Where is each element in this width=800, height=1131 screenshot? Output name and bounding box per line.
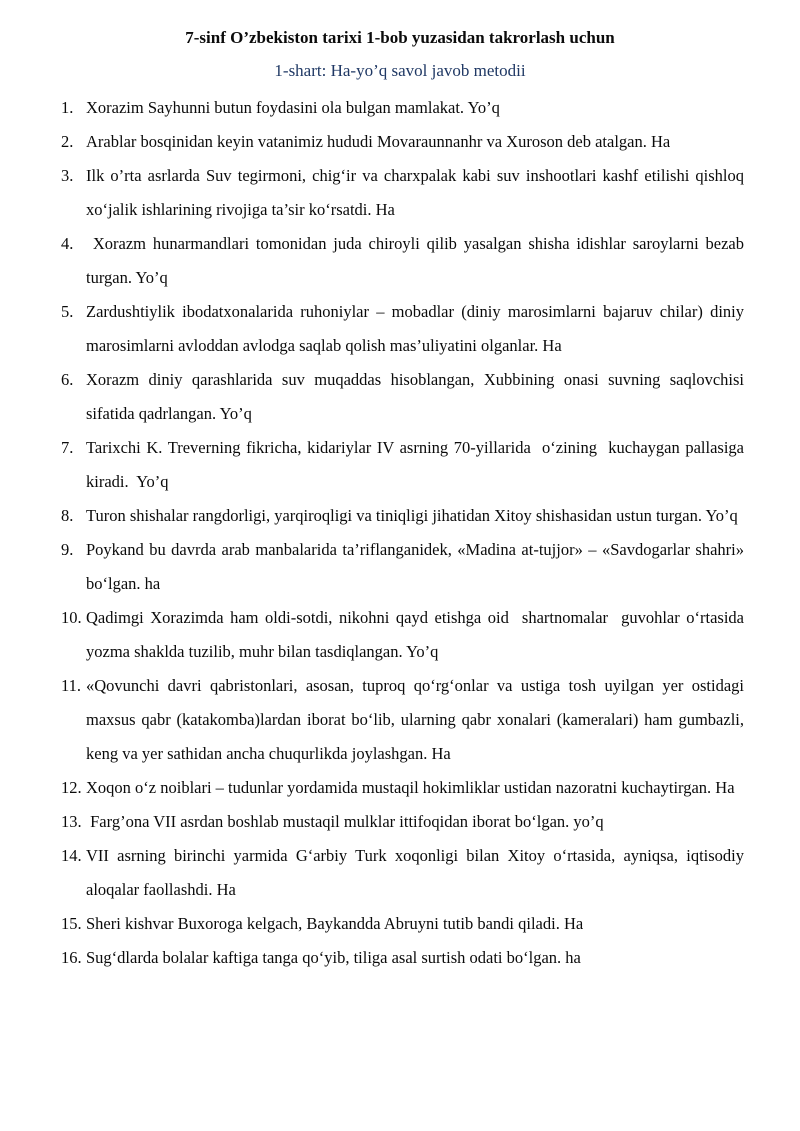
question-text: Xorazim Sayhunni butun foydasini ola bulgan mamlakat. Yo’q — [86, 98, 500, 117]
question-text: Xoqon oʻz noiblari – tudunlar yordamida mustaqil hokimliklar ustidan nazoratni kuchaytirgan. Ha — [86, 778, 735, 797]
question-text: Farg’ona VII asrdan boshlab mustaqil mulklar ittifoqidan iborat boʻlgan. yo’q — [86, 812, 604, 831]
question-number: 9. — [61, 540, 74, 559]
question-text: Sugʻdlarda bolalar kaftiga tanga qoʻyib, tiliga asal surtish odati boʻlgan. ha — [86, 948, 581, 967]
question-item — [0, 771, 800, 805]
question-item — [0, 533, 800, 601]
question-text: Sheri kishvar Buxoroga kelgach, Baykandda Abruyni tutib bandi qiladi. Ha — [86, 914, 584, 933]
question-text: Qadimgi Xorazimda ham oldi-sotdi, nikohni qayd etishga oid shartnomalar guvohlar oʻrtasida yozma shaklda tuzilib, muhr bilan tasdiqlangan. Yo’q — [86, 608, 749, 661]
question-number: 8. — [61, 506, 74, 525]
question-number: 2. — [61, 132, 74, 151]
question-item — [0, 125, 800, 159]
question-number: 7. — [61, 438, 74, 457]
question-item — [0, 91, 800, 125]
question-item — [0, 907, 800, 941]
question-item — [0, 431, 800, 499]
question-text: Tarixchi K. Treverning fikricha, kidariylar IV asrning 70-yillarida oʻzining kuchaygan pallasiga kiradi. Yo’q — [86, 438, 753, 491]
page-title: 7-sinf O’zbekiston tarixi 1-bob yuzasidan takrorlash uchun — [185, 28, 615, 47]
question-number: 4. — [61, 234, 74, 253]
question-item — [0, 499, 800, 533]
question-item — [0, 839, 800, 907]
question-number: 6. — [61, 370, 74, 389]
question-item — [0, 295, 800, 363]
question-text: Arablar bosqinidan keyin vatanimiz hududi Movaraunnanhr va Xuroson deb atalgan. Ha — [86, 132, 671, 151]
question-item — [0, 227, 800, 295]
question-item — [0, 601, 800, 669]
question-number: 16. — [61, 948, 82, 967]
question-number: 10. — [61, 608, 82, 627]
question-item — [0, 159, 800, 227]
question-number: 13. — [61, 812, 82, 831]
question-item — [0, 669, 800, 771]
question-number: 14. — [61, 846, 82, 865]
question-number: 3. — [61, 166, 74, 185]
question-text: Poykand bu davrda arab manbalarida ta’riflanganidek, «Madina at-tujjor» – «Savdogarlar shahri» boʻlgan. ha — [86, 540, 749, 593]
question-number: 11. — [61, 676, 82, 695]
page-subtitle: 1-shart: Ha-yo’q savol javob metodii — [274, 61, 526, 80]
question-text: «Qovunchi davri qabristonlari, asosan, tuproq qoʻrgʻonlar va ustiga tosh uyilgan yer ostidagi maxsus qabr (katakomba)lardan iborat boʻlib, ularning qabr xonalari (kameralari) ham gumbazli, keng va yer sathidan ancha chuqurlikda joylashgan. Ha — [86, 676, 749, 763]
question-item — [0, 805, 800, 839]
question-number: 15. — [61, 914, 82, 933]
question-list — [0, 91, 800, 975]
question-text: Xorazm diniy qarashlarida suv muqaddas hisoblangan, Xubbining onasi suvning saqlovchisi sifatida qadrlangan. Yo’q — [86, 370, 749, 423]
question-number: 5. — [61, 302, 74, 321]
question-number: 12. — [61, 778, 82, 797]
question-text: Xorazm hunarmandlari tomonidan juda chiroyli qilib yasalgan shisha idishlar saroylarni bezab turgan. Yo’q — [86, 234, 749, 287]
question-text: Ilk o’rta asrlarda Suv tegirmoni, chigʻir va charxpalak kabi suv inshootlari kashf etilishi qishloq xoʻjalik ishlarining rivojiga ta’sir koʻrsatdi. Ha — [86, 166, 749, 219]
question-text: Zardushtiylik ibodatxonalarida ruhoniylar – mobadlar (diniy marosimlarni bajaruv chilar) diniy marosimlarni avloddan avlodga saqlab qolish mas’uliyatini olganlar. Ha — [86, 302, 753, 355]
question-text: Turon shishalar rangdorligi, yarqiroqligi va tiniqligi jihatidan Xitoy shishasidan ustun turgan. Yo’q — [86, 506, 738, 525]
question-text: VII asrning birinchi yarmida Gʻarbiy Turk xoqonligi bilan Xitoy oʻrtasida, ayniqsa, iqtisodiy aloqalar faollashdi. Ha — [86, 846, 749, 899]
question-item — [0, 363, 800, 431]
question-number: 1. — [61, 98, 74, 117]
question-item — [0, 941, 800, 975]
